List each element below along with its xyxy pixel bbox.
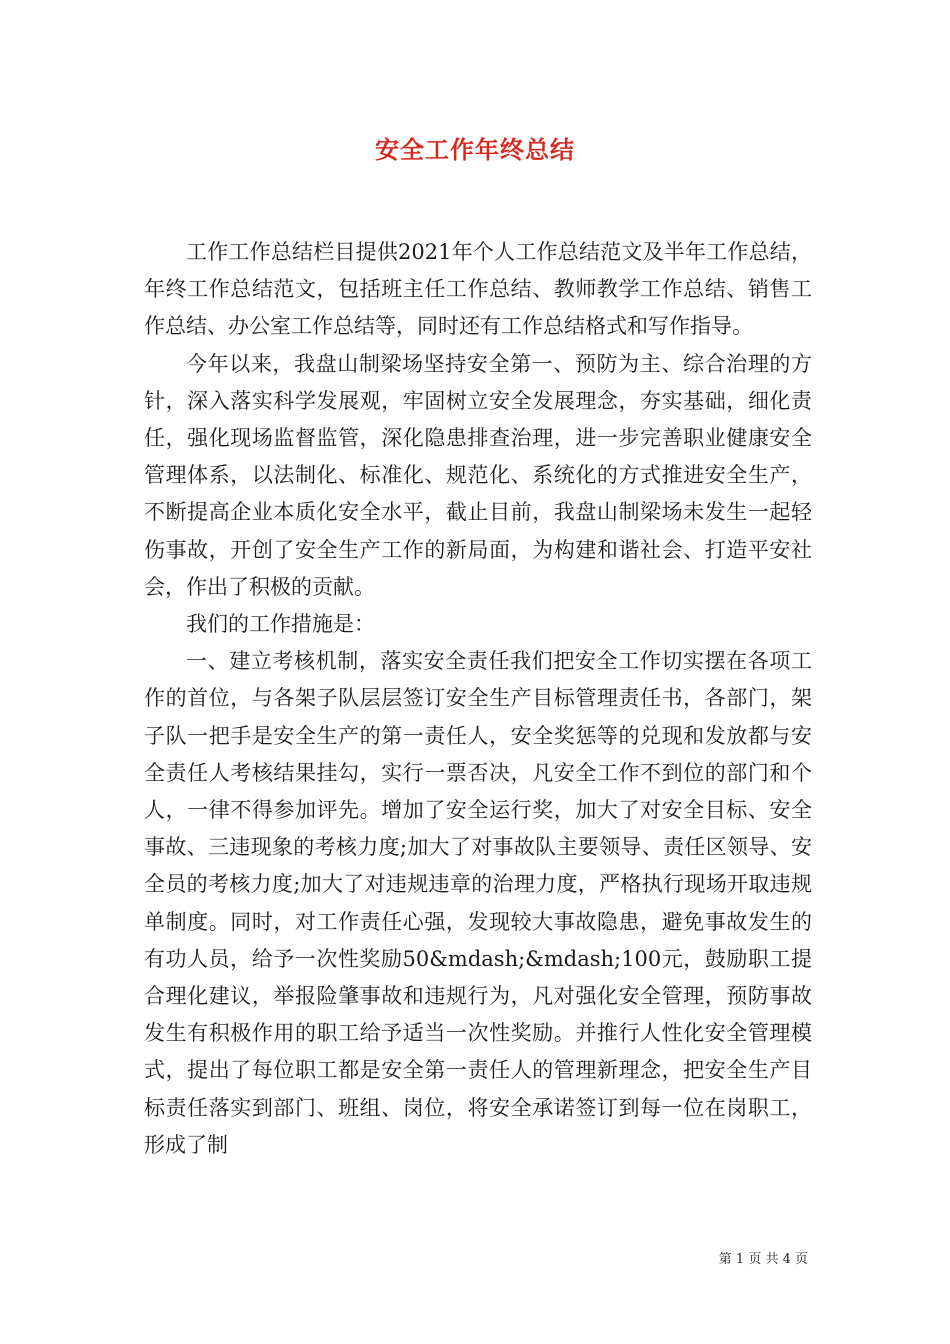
document-title: 安全工作年终总结 bbox=[375, 136, 575, 164]
paragraph-measures-heading: 我们的工作措施是： bbox=[186, 612, 375, 637]
page-number: 第 1 页 共 4 页 bbox=[718, 1252, 808, 1267]
document-body bbox=[144, 234, 812, 1164]
paragraph-overview: 今年以来，我盘山制梁场坚持安全第一、预防为主、综合治理的方针，深入落实科学发展观，牢固树立安全发展理念，夯实基础，细化责任，强化现场监督监管，深化隐患排查治理，进一步完善职业健康安全管理体系，以法制化、标准化、规范化、系统化的方式推进安全生产，不断提高企业本质化安全水平，截止目前，我盘山制梁场未发生一起轻伤事故，开创了安全生产工作的新局面，为构建和谐社会、打造平安社会，作出了积极的贡献。 bbox=[144, 351, 812, 599]
paragraph-measure-one: 一、建立考核机制，落实安全责任我们把安全工作切实摆在各项工作的首位，与各架子队层层签订安全生产目标管理责任书，各部门，架子队一把手是安全生产的第一责任人，安全奖惩等的兑现和发放都与安全责任人考核结果挂勾，实行一票否决，凡安全工作不到位的部门和个人，一律不得参加评先。增加了安全运行奖，加大了对安全目标、安全事故、三违现象的考核力度;加大了对事故队主要领导、责任区领导、安全员的考核力度;加大了对违规违章的治理力度，严格执行现场开取违规单制度。同时，对工作责任心强，发现较大事故隐患，避免事故发生的有功人员，给予一次性奖励50&mdash;&mdash;100元，鼓励职工提合理化建议，举报险肇事故和违规行为，凡对强化安全管理，预防事故发生有积极作用的职工给予适当一次性奖励。并推行人性化安全管理模式，提出了每位职工都是安全第一责任人的管理新理念，把安全生产目标责任落实到部门、班组、岗位，将安全承诺签订到每一位在岗职工，形成了制 bbox=[144, 649, 812, 1157]
paragraph-intro: 工作工作总结栏目提供2021年个人工作总结范文及半年工作总结，年终工作总结范文，包括班主任工作总结、教师教学工作总结、销售工作总结、办公室工作总结等，同时还有工作总结格式和写作指导。 bbox=[144, 240, 812, 339]
